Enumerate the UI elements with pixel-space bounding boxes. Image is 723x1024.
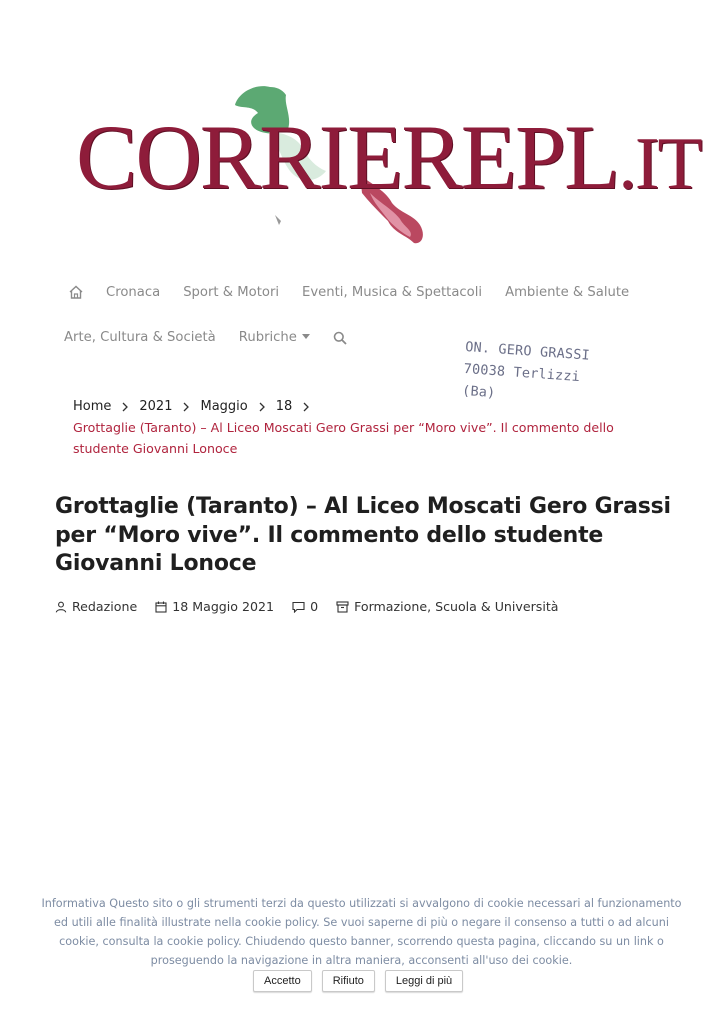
- article-meta: [55, 599, 577, 614]
- category-name: Formazione, Scuola & Università: [354, 599, 559, 614]
- article-title: Grottaglie (Taranto) – Al Liceo Moscati Gero Grassi per “Moro vive”. Il commento dello studente Giovanni Lonoce: [55, 494, 671, 576]
- cookie-banner-text: Informativa Questo sito o gli strumenti terzi da questo utilizzati si avvalgono di cookie necessari al funzionamento ed utili alle finalità illustrate nella cookie policy. Se vuoi saperne di più o negare il consenso a tutti o ad alcuni cookie, consulta la cookie policy. Chiudendo questo banner, scorrendo questa pagina, cliccando su un link o proseguendo la navigazione in altra maniera, acconsenti all'uso dei cookie.: [41, 897, 682, 967]
- chevron-right-icon: [121, 402, 129, 412]
- cookie-banner-buttons: [253, 970, 473, 992]
- breadcrumb-day[interactable]: 18: [275, 399, 293, 414]
- nav-item-eventi[interactable]: Eventi, Musica & Spettacoli: [302, 284, 483, 300]
- meta-category[interactable]: [336, 599, 558, 614]
- home-icon[interactable]: [68, 284, 84, 300]
- nav-item-sport-motori[interactable]: Sport & Motori: [183, 284, 280, 300]
- logo-text-brand: PL: [514, 106, 619, 208]
- nav-item-ambiente-salute[interactable]: Ambiente & Salute: [505, 284, 630, 300]
- main-nav-row-2: [64, 330, 347, 345]
- nav-item-rubriche[interactable]: [239, 330, 310, 345]
- comment-count: 0: [310, 599, 319, 614]
- breadcrumb-home[interactable]: Home: [73, 399, 112, 414]
- comment-icon: [292, 601, 305, 613]
- meta-author[interactable]: [55, 599, 137, 614]
- cookie-more-button[interactable]: Leggi di più: [385, 970, 463, 992]
- meta-comments[interactable]: [292, 599, 318, 614]
- main-nav-row-1: [64, 284, 652, 300]
- publish-date: 18 Maggio 2021: [172, 599, 275, 614]
- nav-item-arte-cultura[interactable]: Arte, Cultura & Società: [64, 330, 216, 345]
- breadcrumb: [73, 399, 673, 459]
- breadcrumb-month[interactable]: Maggio: [200, 399, 248, 414]
- calendar-icon: [155, 601, 167, 613]
- chevron-right-icon: [182, 402, 190, 412]
- logo-text-tld: .IT: [618, 123, 701, 205]
- chevron-right-icon: [258, 402, 266, 412]
- logo-text-main: CORRIERE: [76, 106, 515, 208]
- nav-item-cronaca[interactable]: Cronaca: [106, 284, 161, 300]
- cookie-accept-button[interactable]: Accetto: [253, 970, 312, 992]
- cookie-reject-button[interactable]: Rifiuto: [322, 970, 375, 992]
- archive-icon: [336, 601, 349, 613]
- site-logo[interactable]: [70, 75, 701, 255]
- nav-item-rubriche-label: Rubriche: [238, 330, 297, 345]
- stamp-line-2: 70038 Terlizzi (Ba): [461, 360, 581, 402]
- logo-wordmark: [76, 106, 701, 208]
- user-icon: [55, 601, 67, 613]
- caret-down-icon: [302, 334, 310, 339]
- breadcrumb-year[interactable]: 2021: [139, 399, 173, 414]
- author-name: Redazione: [72, 599, 138, 614]
- stamp-line-1: ON. GERO GRASSI: [464, 338, 591, 364]
- chevron-right-icon: [302, 402, 310, 412]
- meta-date: [155, 599, 274, 614]
- breadcrumb-current: Grottaglie (Taranto) – Al Liceo Moscati Gero Grassi per “Moro vive”. Il commento dello studente Giovanni Lonoce: [73, 420, 614, 456]
- search-icon[interactable]: [333, 331, 347, 345]
